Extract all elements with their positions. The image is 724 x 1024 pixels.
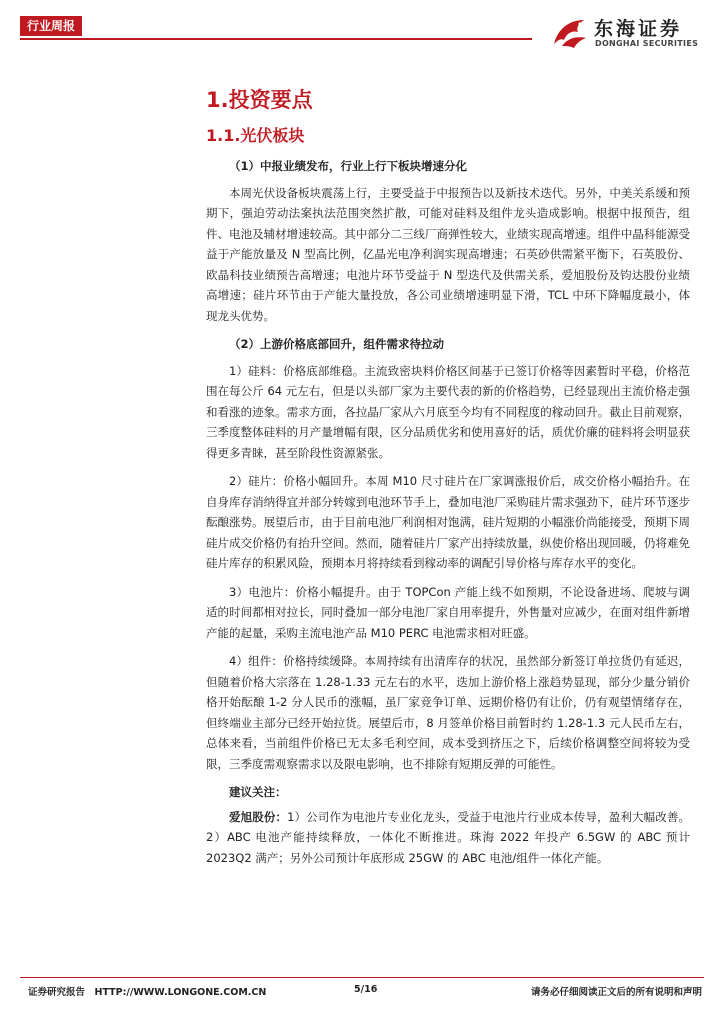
dragon-logo-icon [548, 14, 590, 50]
footer-source: 证券研究报告 HTTP://WWW.LONGONE.COM.CN [28, 987, 267, 998]
recommend-text: 1）公司作为电池片专业化龙头，受益于电池片行业成本传导，盈利大幅改善。2）ABC 电池产能持续释放，一体化不断推进。珠海 2022 年投产 6.5GW 的 ABC 预计 2023Q2 满产；另外公司预计年底形成 25GW 的 ABC 电池/组件一体化产能。 [206, 809, 691, 865]
report-type-tag: 行业周报 [20, 16, 82, 36]
recommend-paragraph [206, 807, 690, 869]
section-title: 1.投资要点 [206, 88, 313, 112]
recommend-company: 爱旭股份： [229, 809, 288, 824]
paragraph-silicon-material: 1）硅料：价格底部维稳。主流致密块料价格区间基于已签订价格等因素暂时平稳，价格范围在每公斤 64 元左右，但是以头部厂家为主要代表的新的价格趋势，已经显现出主流价格走强和看涨的迹象。需求方面，各拉晶厂家从六月底至今均有不同程度的稼动回升。截止目前观察，三季度整体硅料的月产量增幅有限，区分品质优劣和使用喜好的话，质优价廉的硅料将会明显获得更多青睐，甚至阶段性资源紧张。 [206, 363, 690, 460]
logo-english-name: DONGHAI SECURITIES [595, 39, 699, 48]
subsection-title: 1.1.光伏板块 [206, 126, 305, 145]
page-number: 5/16 [354, 984, 378, 995]
logo-chinese-name: 东海证券 [594, 18, 683, 40]
footer-divider [20, 977, 704, 978]
donghai-logo [548, 12, 708, 52]
sub-heading-2: （2）上游价格底部回升，组件需求待拉动 [229, 337, 444, 351]
header-divider [20, 38, 532, 40]
paragraph-overview: 本周光伏设备板块震荡上行，主要受益于中报预告以及新技术迭代。另外，中美关系缓和预期下，强迫劳动法案执法范围突然扩散，可能对硅料及组件龙头造成影响。根据中报预告，组件、电池及辅材增速较高。其中部分二三线厂商弹性较大，业绩实现高增速。组件中晶科能源受益于产能放量及 N 型高比例，亿晶光电净利润实现高增速；石英砂供需紧平衡下，石英股份、欧晶科技业绩预告高增速；电池片环节受益于 N 型迭代及供需关系，爱旭股份及钧达股份业绩高增速；硅片环节由于产能大量投放，各公司业绩增速明显下滑，TCL 中环下降幅度最小，体现龙头优势。 [206, 185, 690, 323]
report-body [206, 156, 690, 876]
recommend-heading: 建议关注： [229, 785, 287, 799]
paragraph-cell: 3）电池片：价格小幅提升。由于 TOPCon 产能上线不如预期，不论设备进场、爬坡与调适的时间都相对拉长，同时叠加一部分电池厂家自用率提升，外售量对应减少，在面对组件新增产能的起量，采购主流电池产品 M10 PERC 电池需求相对旺盛。 [206, 584, 690, 640]
footer-disclaimer: 请务必仔细阅读正文后的所有说明和声明 [530, 987, 702, 998]
sub-heading-1: （1）中报业绩发布，行业上行下板块增速分化 [229, 159, 467, 173]
paragraph-module: 4）组件：价格持续缓降。本周持续有出清库存的状况，虽然部分新签订单拉货仍有延迟，但随着价格大宗落在 1.28-1.33 元左右的水平，迭加上游价格上涨趋势显现，部分少量分销价格开始酝酿 1-2 分人民币的涨幅，虽厂家竞争订单、远期价格仍有让价，仍有观望情绪存在，但终端业主部分已经开始拉货。展望后市，8 月签单价格目前暂时约 1.28-1.3 元人民币左右，总体来看，当前组件价格已无太多毛利空间，成本受到挤压之下，后续价格调整空间将较为受限，三季度需观察需求以及限电影响，也不排除有短期反弹的可能性。 [206, 654, 690, 771]
paragraph-wafer: 2）硅片：价格小幅回升。本周 M10 尺寸硅片在厂家调涨报价后，成交价格小幅抬升。在自身库存消纳得宜并部分转嫁到电池环节手上，叠加电池厂采购硅片需求强劲下，硅片环节逐步酝酿涨势。展望后市，由于目前电池厂利润相对饱满，硅片短期的小幅涨价尚能接受，预期下周硅片成交价格仍有抬升空间。然而，随着硅片厂家产出持续放量，纵使价格出现回暖，仍将难免硅片库存的积累风险，预期本月将持续看到稼动率的调配引导价格与库存水平的变化。 [206, 474, 690, 570]
